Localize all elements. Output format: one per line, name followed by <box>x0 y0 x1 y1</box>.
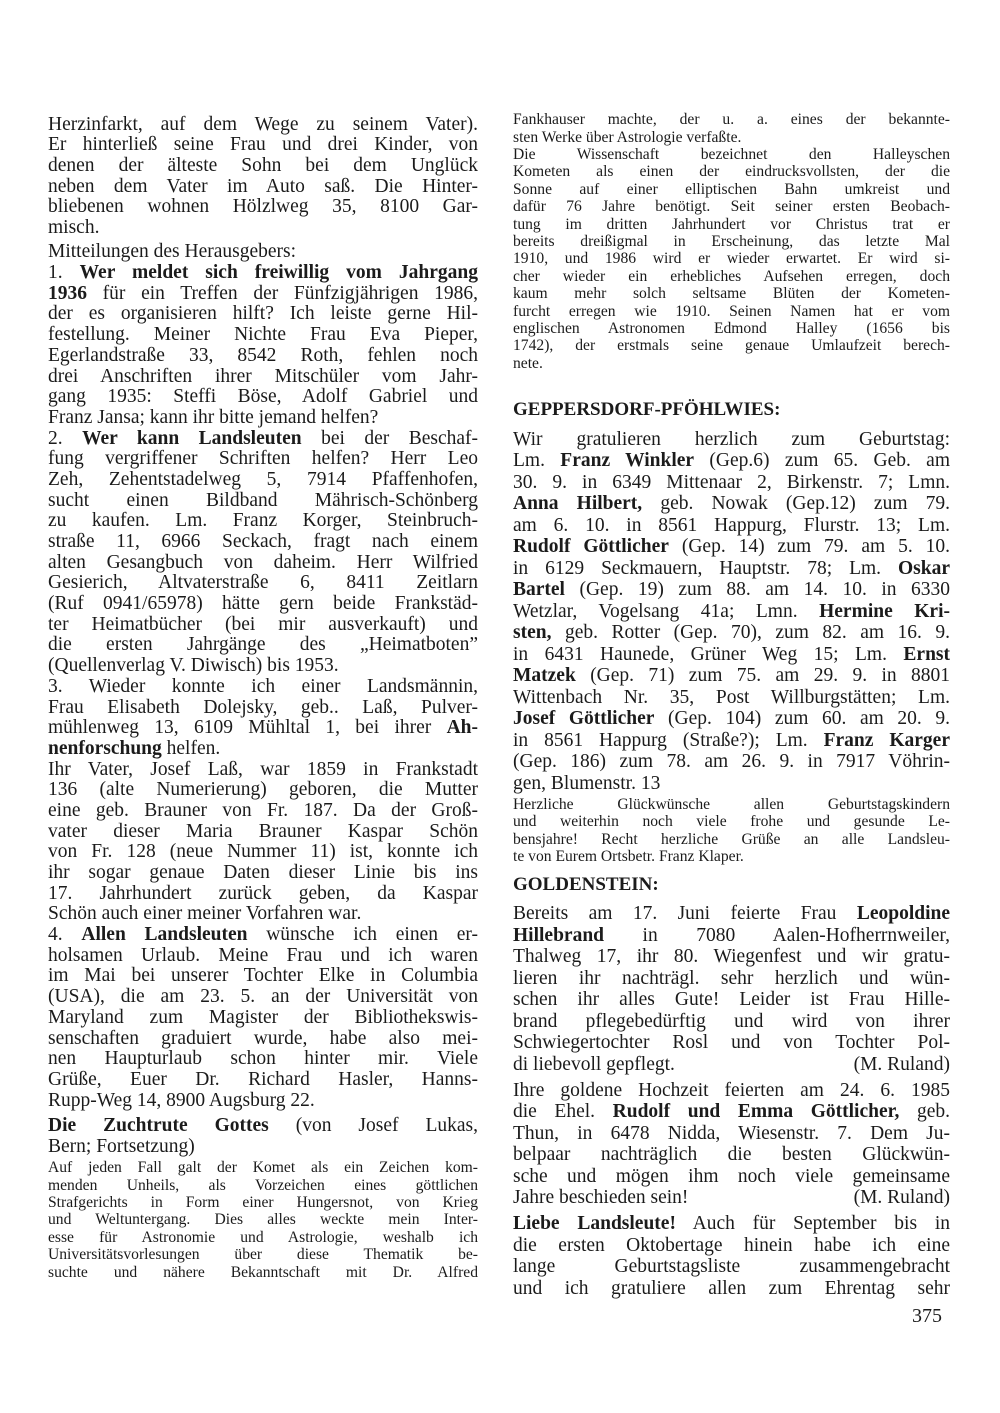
text-segment: holsamen Urlaub. Meine Frau und ich waren <box>48 944 478 966</box>
text-segment: (Gep.6) zum 65. Geb. am <box>694 450 951 472</box>
text-line <box>48 966 478 987</box>
paragraph <box>513 1213 950 1299</box>
text-segment: bensjahre! Recht herzliche Grüße an alle Landsleu- <box>513 830 950 848</box>
text-segment: Thalweg 17, ihr 80. Wiegenfest und wir gratu- <box>513 946 950 968</box>
text-line <box>48 698 478 719</box>
text-line <box>513 848 950 865</box>
bold-text: 1936 <box>48 282 87 304</box>
text-segment: brand pflegebedürftig und wird von ihrer <box>513 1010 950 1032</box>
text-segment: misch. <box>48 217 100 239</box>
text-line <box>513 268 950 285</box>
text-line <box>513 831 950 848</box>
text-line <box>48 491 478 512</box>
text-segment: im Mai bei unserer Tochter Elke in Columbia <box>48 965 478 987</box>
paragraph <box>48 115 478 239</box>
text-segment: (Gep. 71) zum 75. am 29. 9. in 8801 <box>575 665 950 687</box>
text-line <box>48 904 478 925</box>
text-segment: Wittenbach Nr. 35, Post Willburgstätten; Lm. <box>513 686 950 708</box>
text-segment: Zeh, Zehentstadelweg 5, 7914 Pfaffenhofen, <box>48 468 478 490</box>
text-segment: nen Haupturlaub schon hinter mir. Viele <box>48 1048 478 1070</box>
bold-text: Leopoldine <box>856 903 950 925</box>
text-segment: (Quellenverlag V. Diwisch) bis 1953. <box>48 655 339 677</box>
bold-text: Anna Hilbert, <box>513 493 643 515</box>
bold-text: Allen Landsleuten <box>81 924 248 946</box>
text-line <box>513 216 950 233</box>
paragraph <box>48 263 478 429</box>
text-line <box>513 1080 950 1102</box>
bold-text: Ah- <box>446 717 478 739</box>
paragraph <box>48 760 478 926</box>
bold-text: sten, <box>513 622 552 644</box>
left-column <box>48 115 478 1281</box>
text-line <box>513 1123 950 1145</box>
bold-text: Franz Winkler <box>560 450 695 472</box>
text-segment: Herzliche Glückwünsche allen Geburtstagskindern <box>513 795 950 813</box>
text-line <box>48 1264 478 1281</box>
text-line <box>513 303 950 320</box>
text-line <box>48 925 478 946</box>
text-line <box>48 156 478 177</box>
text-segment: Franz Jansa; kann ihr bitte jemand helfen? <box>48 406 379 428</box>
goldenstein-news <box>513 903 950 1299</box>
text-line <box>513 873 950 897</box>
text-line <box>48 822 478 843</box>
text-line <box>48 1229 478 1246</box>
text-segment: Frau Elisabeth Dolejsky, geb.. Laß, Pulver- <box>48 696 478 718</box>
text-line <box>48 1246 478 1263</box>
text-line <box>48 594 478 615</box>
text-segment: Bern; Fortsetzung) <box>48 1135 195 1157</box>
text-segment: und ich gratuliere allen zum Ehrentag sehr <box>513 1277 950 1299</box>
text-line <box>513 1054 950 1076</box>
text-segment: Fankhauser machte, der u. a. eines der bekannte- <box>513 111 950 129</box>
text-segment: am 6. 10. in 8561 Happurg, Flurstr. 13; Lm. <box>513 514 950 536</box>
text-line <box>513 1278 950 1300</box>
text-line <box>513 946 950 968</box>
text-line <box>48 115 478 136</box>
text-line <box>513 111 950 128</box>
birthday-greeting <box>513 796 950 866</box>
text-line <box>513 493 950 515</box>
text-line <box>48 325 478 346</box>
text-line <box>48 1029 478 1050</box>
text-segment: in 7080 Aalen-Hofherrnweiler, <box>604 924 950 946</box>
text-line <box>48 284 478 305</box>
text-line <box>48 553 478 574</box>
paragraph <box>513 111 950 146</box>
text-line <box>513 181 950 198</box>
text-line <box>513 1011 950 1033</box>
text-segment: cher wieder ein erhebliches Aufsehen erregen, doch <box>513 267 950 285</box>
text-segment: Ihre goldene Hochzeit feierten am 24. 6. 1985 <box>513 1079 950 1101</box>
text-line <box>513 687 950 709</box>
obituary-paragraph <box>48 115 478 239</box>
text-line <box>513 198 950 215</box>
text-line <box>48 842 478 863</box>
text-segment: Universitätsvorlesungen über diese Thematik be- <box>48 1246 478 1264</box>
text-line <box>513 1213 950 1235</box>
paragraph <box>513 903 950 1075</box>
text-segment: fung vergriffener Schriften helfen? Herr Leo <box>48 448 478 470</box>
paragraph <box>48 1116 478 1157</box>
text-segment: Lm. <box>513 450 561 472</box>
text-line <box>48 429 478 450</box>
text-segment: (Gep. 14) zum 79. am 5. 10. <box>668 536 951 558</box>
author-credit: (M. Ruland) <box>853 1053 950 1075</box>
text-segment: (USA), die am 23. 5. an der Universität von <box>48 986 478 1008</box>
text-line <box>48 304 478 325</box>
text-line <box>513 398 950 422</box>
paragraph <box>513 1080 950 1209</box>
text-segment: und Weltuntergang. Dies alles weckte mein Inter- <box>48 1211 478 1229</box>
text-line <box>513 622 950 644</box>
text-segment: geb. <box>899 1101 950 1123</box>
text-segment: festellung. Meiner Nichte Frau Eva Pieper, <box>48 324 478 346</box>
text-segment: lange Geburtstagsliste zusammengebracht <box>513 1256 950 1277</box>
text-line <box>48 677 478 698</box>
text-line <box>48 511 478 532</box>
text-segment: eine geb. Brauner von Fr. 187. Da der Groß- <box>48 799 478 821</box>
text-segment: Maryland zum Magister der Bibliothekswis- <box>48 1006 478 1028</box>
text-segment: gen, Blumenstr. 13 <box>513 772 661 794</box>
text-segment: GOLDENSTEIN: <box>513 874 659 896</box>
text-line <box>513 665 950 687</box>
text-segment: Wetzlar, Vogelsang 41a; Lmn. <box>513 600 820 622</box>
paragraph <box>513 146 950 372</box>
text-line <box>513 1187 950 1209</box>
text-line <box>48 470 478 491</box>
text-segment: Die Wissenschaft bezeichnet den Halleyschen <box>513 146 950 164</box>
text-segment: 30. 9. in 6349 Mittenaar 2, Birkenstr. 7; Lmn. <box>513 471 950 493</box>
text-segment: neben dem Vater im Auto saß. Die Hinter- <box>48 175 478 197</box>
text-line <box>48 1070 478 1091</box>
bold-text: Wer meldet sich freiwillig vom Jahrgang <box>79 262 478 284</box>
text-segment: straße 11, 6966 Seckach, fragt nach einem <box>48 531 478 553</box>
text-segment: suchte und nähere Bekanntschaft mit Dr. Alfred <box>48 1263 478 1281</box>
text-segment: geb. Rotter (Gep. 70), zum 82. am 16. 9. <box>551 622 950 644</box>
text-line <box>513 515 950 537</box>
bold-text: Rudolf und Emma Göttlicher, <box>612 1101 900 1123</box>
text-segment: (Gep. 19) zum 88. am 14. 10. in 6330 <box>564 579 950 601</box>
author-credit: (M. Ruland) <box>853 1187 950 1209</box>
text-line <box>48 739 478 760</box>
text-line <box>513 1256 950 1278</box>
text-segment: alten Gesangbuch von daheim. Herr Wilfried <box>48 551 478 573</box>
text-segment: vater dieser Maria Brauner Kaspar Schön <box>48 820 478 842</box>
section-heading-goldenstein <box>513 873 950 897</box>
text-line <box>513 773 950 795</box>
text-segment: geb. Nowak (Gep.12) zum 79. <box>642 493 950 515</box>
text-line <box>513 1166 950 1188</box>
text-line <box>513 730 950 752</box>
article-text <box>48 1159 478 1281</box>
text-segment: 1910, und 1986 wird er wieder erwartet. Er wird si- <box>513 250 950 268</box>
text-segment: dafür 76 Jahre benötigt. Seit seiner ersten Beobach- <box>513 198 950 216</box>
text-line <box>48 1137 478 1158</box>
bold-text: Wer kann Landsleuten <box>82 427 302 449</box>
text-line <box>48 801 478 822</box>
text-line <box>48 656 478 677</box>
text-line <box>513 601 950 623</box>
text-segment: GEPPERSDORF-PFÖHLWIES: <box>513 398 781 420</box>
text-segment: Schön auch einer meiner Vorfahren war. <box>48 903 362 925</box>
text-segment: tung im dritten Jahrhundert vor Christus trat er <box>513 215 950 233</box>
text-segment: sucht einen Bildband Mährisch-Schönberg <box>48 489 478 511</box>
text-segment: 1742), der erstmals seine genaue Umlaufzeit berech- <box>513 337 950 355</box>
section-heading-geppersdorf <box>513 398 950 422</box>
text-segment: Schwiegertochter Rosl und von Tochter Pol- <box>513 1032 950 1054</box>
birthday-list <box>513 429 950 795</box>
text-line <box>48 635 478 656</box>
text-segment: der es organisieren hilft? Ich leiste gerne Hil- <box>48 303 478 325</box>
bold-text: Franz Karger <box>823 729 950 751</box>
text-segment: denen der älteste Sohn bei dem Unglück <box>48 154 478 176</box>
text-line <box>513 337 950 354</box>
publisher-notices <box>48 242 478 1111</box>
text-line <box>513 233 950 250</box>
paragraph <box>48 242 478 263</box>
text-line <box>48 1049 478 1070</box>
text-segment: Egerlandstraße 33, 8542 Roth, fehlen noch <box>48 344 478 366</box>
text-segment: Wir gratulieren herzlich zum Geburtstag: <box>513 428 950 450</box>
text-segment: in 6431 Haunede, Grüner Weg 15; Lm. <box>513 643 904 665</box>
text-line <box>513 751 950 773</box>
text-line <box>513 320 950 337</box>
text-line <box>48 1091 478 1112</box>
text-line <box>513 163 950 180</box>
text-segment: nete. <box>513 354 543 372</box>
text-line <box>513 708 950 730</box>
text-segment: sche und mögen ihm noch viele gemeinsame <box>513 1165 950 1187</box>
text-segment: Gesierich, Altvaterstraße 6, 8411 Zeitlarn <box>48 572 478 594</box>
text-line <box>513 968 950 990</box>
text-segment: Auch für September bis in <box>675 1213 950 1234</box>
text-segment: die ersten Jahrgänge des „Heimatboten” <box>48 634 478 656</box>
text-line <box>48 1008 478 1029</box>
text-line <box>513 355 950 372</box>
text-line <box>48 946 478 967</box>
text-segment: bereits dreißigmal in Erscheinung, das letzte Mal <box>513 233 950 251</box>
bold-text: Bartel <box>513 579 565 601</box>
text-line <box>48 1116 478 1137</box>
paragraph <box>513 429 950 795</box>
bold-text: Hillebrand <box>513 924 605 946</box>
text-segment: sten Werke über Astrologie verfaßte. <box>513 128 742 146</box>
text-segment: gang 1935: Steffi Böse, Adolf Gabriel und <box>48 386 478 408</box>
paragraph <box>513 796 950 866</box>
text-segment: lieren ihr nachträgl. sehr herzlich und wün- <box>513 967 950 989</box>
text-line <box>48 1211 478 1228</box>
text-segment: 17. Jahrhundert zurück geben, da Kaspar <box>48 882 478 904</box>
text-line <box>513 536 950 558</box>
text-segment: zu kaufen. Lm. Franz Korger, Steinbruch- <box>48 510 478 532</box>
text-segment: menden Unheils, als Vorzeichen eines göttlichen <box>48 1176 478 1194</box>
bold-text: Hermine Kri- <box>819 600 950 622</box>
text-segment: 2. <box>48 427 83 449</box>
text-line <box>513 796 950 813</box>
bold-text: Rudolf Göttlicher <box>513 536 669 558</box>
text-segment: Grüße, Euer Dr. Richard Hasler, Hanns- <box>48 1068 478 1090</box>
paragraph <box>513 398 950 422</box>
text-line <box>513 129 950 146</box>
text-segment: Thun, in 6478 Nidda, Wiesenstr. 7. Dem Ju- <box>513 1122 950 1144</box>
text-line <box>48 449 478 470</box>
text-line <box>48 177 478 198</box>
text-line <box>513 903 950 925</box>
text-line <box>513 579 950 601</box>
text-segment: wünsche ich einen er- <box>247 924 478 946</box>
text-line <box>513 644 950 666</box>
text-segment: kaum mehr solch seltsame Blüten der Kometen- <box>513 285 950 303</box>
text-line <box>513 146 950 163</box>
text-segment: für ein Treffen der Fünfzigjährigen 1986, <box>87 282 478 304</box>
text-segment: 1. <box>48 262 80 284</box>
bold-text: Liebe Landsleute! <box>513 1213 676 1234</box>
text-segment: (Gep. 104) zum 60. am 20. 9. <box>654 708 951 730</box>
text-segment: Rupp-Weg 14, 8900 Augsburg 22. <box>48 1089 315 1111</box>
text-segment: (von Josef Lukas, <box>268 1114 478 1136</box>
text-segment: Bereits am 17. Juni feierte Frau <box>513 903 857 925</box>
text-line <box>513 472 950 494</box>
text-segment: Kometen als einen der eindrucksvollsten, der die <box>513 163 950 181</box>
text-line <box>48 1159 478 1176</box>
text-line <box>513 285 950 302</box>
text-segment: te von Eurem Ortsbetr. Franz Klaper. <box>513 848 744 866</box>
bold-text: Oskar <box>897 557 950 579</box>
text-line <box>48 780 478 801</box>
text-line <box>48 760 478 781</box>
text-segment: Mitteilungen des Herausgebers: <box>48 241 297 263</box>
text-line <box>48 197 478 218</box>
text-segment: bei der Beschaf- <box>301 427 478 449</box>
text-segment: 136 (alte Numerierung) geboren, die Mutter <box>48 779 478 801</box>
text-segment: esse für Astronomie und Astrologie, weshalb ich <box>48 1228 478 1246</box>
bold-text: Die Zuchtrute Gottes <box>48 1114 269 1136</box>
text-line <box>48 346 478 367</box>
text-segment: furcht erregen wie 1910. Seinen Namen hat er vom <box>513 302 950 320</box>
text-segment: Auf jeden Fall galt der Komet als ein Zeichen kom- <box>48 1159 478 1177</box>
text-line <box>48 987 478 1008</box>
text-segment: und weiterhin noch viele frohe und gesunde Le- <box>513 813 950 831</box>
bold-text: Josef Göttlicher <box>513 708 655 730</box>
text-line <box>48 218 478 239</box>
text-segment: Ihr Vater, Josef Laß, war 1859 in Frankstadt <box>48 758 478 780</box>
bold-text: Matzek <box>513 665 576 687</box>
text-line <box>48 263 478 284</box>
paragraph <box>48 1159 478 1281</box>
text-segment: in 6129 Seckmauern, Hauptstr. 78; Lm. <box>513 557 898 579</box>
text-line <box>513 1032 950 1054</box>
text-segment: in 8561 Happurg (Straße?); Lm. <box>513 729 824 751</box>
text-line <box>48 1194 478 1211</box>
text-segment: Sonne auf einer elliptischen Bahn umkreist und <box>513 180 950 198</box>
text-segment: 3. Wieder konnte ich einer Landsmännin, <box>48 675 478 697</box>
text-line <box>48 408 478 429</box>
text-line <box>513 1144 950 1166</box>
text-segment: di liebevoll gepflegt. <box>513 1053 675 1075</box>
text-line <box>513 250 950 267</box>
text-line <box>48 242 478 263</box>
bold-text: nenforschung <box>48 737 162 759</box>
paragraph <box>513 873 950 897</box>
text-line <box>513 989 950 1011</box>
text-line <box>48 135 478 156</box>
text-segment: (Ruf 0941/65978) hätte gern beide Frankstäd- <box>48 593 478 615</box>
text-line <box>513 813 950 830</box>
text-line <box>48 573 478 594</box>
text-segment: (Gep. 186) zum 78. am 26. 9. in 7917 Vöhrin- <box>513 751 950 773</box>
bold-text: Ernst <box>903 643 950 665</box>
text-line <box>48 718 478 739</box>
text-segment: Herzinfarkt, auf dem Wege zu seinem Vater). <box>48 113 478 135</box>
text-segment: ter Heimatbücher (bei mir ausverkauft) und <box>48 613 478 635</box>
text-line <box>48 532 478 553</box>
text-line <box>513 429 950 451</box>
text-segment: belpaar nachträglich die besten Glückwün- <box>513 1144 950 1166</box>
text-line <box>48 387 478 408</box>
paragraph <box>48 925 478 1111</box>
text-segment: 4. <box>48 924 82 946</box>
text-segment: mühlenweg 13, 6109 Mühltal 1, bei ihrer <box>48 717 447 739</box>
text-segment: die ersten Oktobertage hinein habe ich eine <box>513 1234 950 1256</box>
text-line <box>513 1101 950 1123</box>
text-line <box>48 1177 478 1194</box>
text-line <box>48 863 478 884</box>
text-segment: helfen. <box>161 737 221 759</box>
text-line <box>513 925 950 947</box>
text-segment: senschaften graduiert wurde, habe also mei- <box>48 1027 478 1049</box>
page-number: 375 <box>912 1305 942 1327</box>
text-line <box>513 558 950 580</box>
text-segment: englischen Astronomen Edmond Halley (1656 bis <box>513 319 950 337</box>
right-column <box>513 111 950 1299</box>
text-line <box>513 450 950 472</box>
text-segment: ihr sogar genaue Daten dieser Linie bis ins <box>48 862 478 884</box>
text-line <box>48 615 478 636</box>
text-line <box>48 367 478 388</box>
article-heading <box>48 1116 478 1157</box>
text-segment: schen ihr alles Gute! Leider ist Frau Hille- <box>513 989 950 1011</box>
text-segment: die Ehel. <box>513 1101 613 1123</box>
text-segment: drei Anschriften ihrer Mitschüler vom Jahr- <box>48 365 478 387</box>
paragraph <box>48 429 478 677</box>
article-continuation <box>513 111 950 372</box>
text-line <box>513 1235 950 1257</box>
text-line <box>48 884 478 905</box>
text-segment: von Fr. 128 (neue Nummer 11) ist, konnte ich <box>48 841 478 863</box>
paragraph <box>48 677 478 760</box>
text-segment: Jahre beschieden sein! <box>513 1187 689 1209</box>
text-segment: Strafgerichts in Form einer Hungersnot, von Krieg <box>48 1194 478 1212</box>
text-segment: bliebenen wohnen Hölzlweg 35, 8100 Gar- <box>48 196 478 218</box>
text-segment: Er hinterließ seine Frau und drei Kinder, von <box>48 134 478 156</box>
